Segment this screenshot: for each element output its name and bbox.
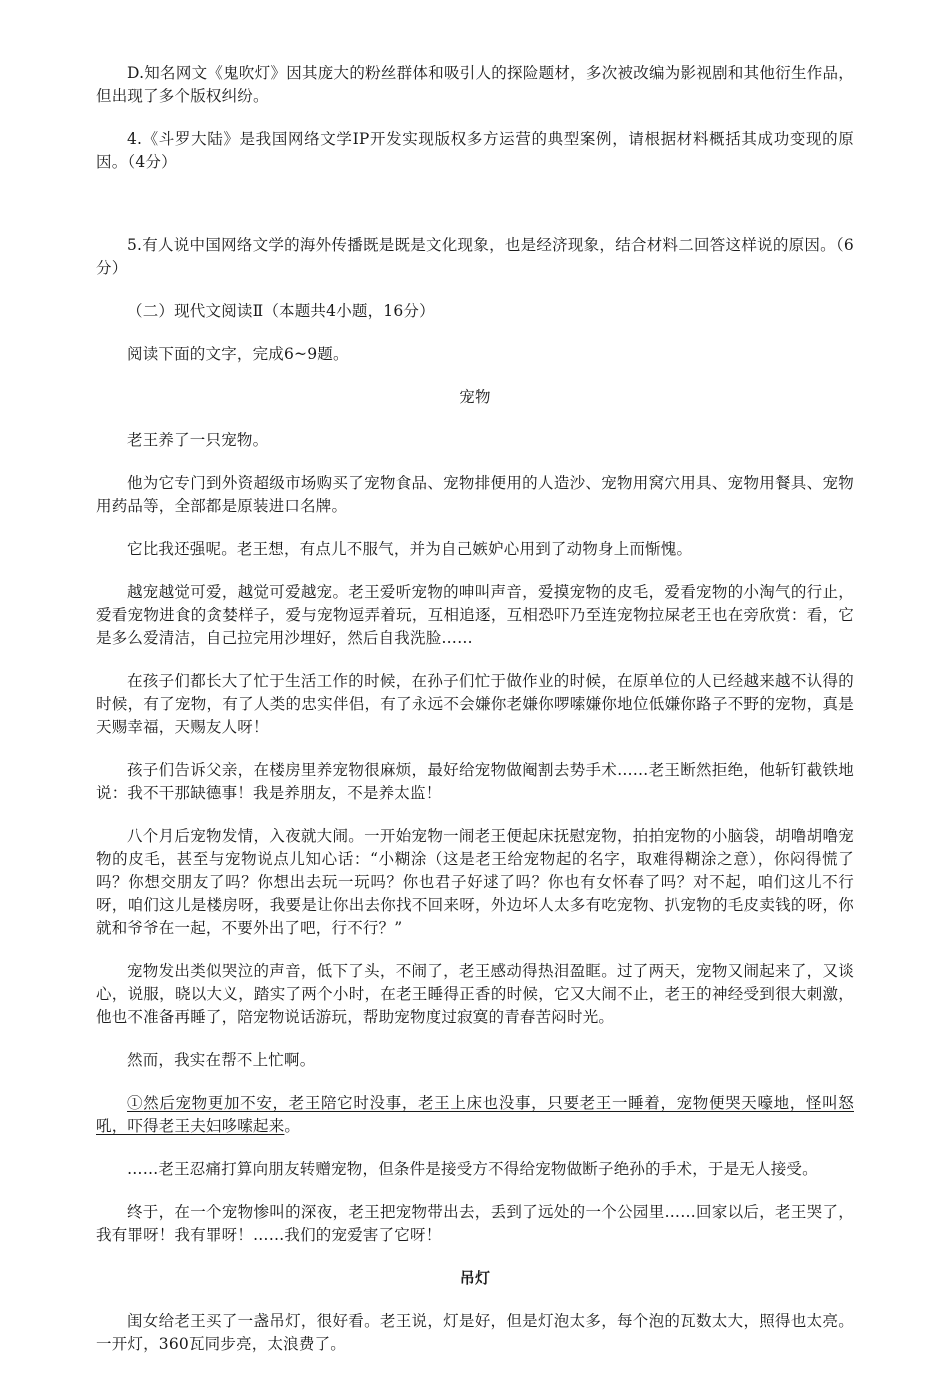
story-paragraph: 宠物发出类似哭泣的声音，低下了头，不闹了，老王感动得热泪盈眶。过了两天，宠物又闹起来了，又谈心，说服，晓以大义，踏实了两个小时，在老王睡得正香的时候，它又大闹不止，老王的神经受到很大刺激，他也不准备再睡了，陪宠物说话游玩，帮助宠物度过寂寞的青春苦闷时光。 (96, 962, 854, 1026)
story-paragraph: 老王养了一只宠物。 (127, 431, 269, 449)
story-paragraph: 他为它专门到外资超级市场购买了宠物食品、宠物排便用的人造沙、宠物用窝穴用具、宠物用餐具、宠物用药品等，全部都是原装进口名牌。 (96, 474, 854, 515)
option-d-paragraph: D.知名网文《鬼吹灯》因其庞大的粉丝群体和吸引人的探险题材，多次被改编为影视剧和其他衍生作品，但出现了多个版权纠纷。 (96, 64, 854, 105)
underlined-sentence: 然后宠物更加不安，老王陪它时没事，老王上床也没事，只要老王一睡着，宠物便哭天嚎地，怪叫怒吼，吓得老王夫妇哆嗦起来 (96, 1094, 854, 1135)
story-paragraph: 孩子们告诉父亲，在楼房里养宠物很麻烦，最好给宠物做阉割去势手术……老王断然拒绝，他斩钉截铁地说：我不干那缺德事！我是养朋友，不是养太监！ (96, 761, 854, 802)
sentence-marker: ① (127, 1094, 144, 1112)
document-page (96, 62, 854, 1376)
story-title-pet: 宠物 (459, 388, 491, 406)
story-paragraph: 闺女给老王买了一盏吊灯，很好看。老王说，灯是好，但是灯泡太多，每个泡的瓦数太大，照得也太亮。一开灯，360瓦同步亮，太浪费了。 (96, 1312, 854, 1353)
story-paragraph: 在孩子们都长大了忙于生活工作的时候，在孙子们忙于做作业的时候，在原单位的人已经越来越不认得的时候，有了宠物，有了人类的忠实伴侣，有了永远不会嫌你老嫌你啰嗦嫌你地位低嫌你路子不野的宠物，真是天赐幸福，天赐友人呀！ (96, 672, 854, 736)
question-4: 4.《斗罗大陆》是我国网络文学IP开发实现版权多方运营的典型案例，请根据材料概括其成功变现的原因。（4分） (96, 130, 854, 171)
story-paragraph: 越宠越觉可爱，越觉可爱越宠。老王爱听宠物的呻叫声音，爱摸宠物的皮毛，爱看宠物的小淘气的行止，爱看宠物进食的贪婪样子，爱与宠物逗弄着玩，互相追逐，互相恐吓乃至连宠物拉屎老王也在旁欣赏：看，它是多么爱清洁，自己拉完用沙埋好，然后自我洗脸…… (96, 583, 854, 647)
section-heading: （二）现代文阅读Ⅱ（本题共4小题，16分） (127, 302, 435, 320)
story-paragraph: 它比我还强呢。老王想，有点儿不服气，并为自己嫉妒心用到了动物身上而惭愧。 (127, 540, 693, 558)
sentence-end: 。 (284, 1117, 301, 1135)
story-paragraph: 然而，我实在帮不上忙啊。 (127, 1051, 316, 1069)
reading-instruction: 阅读下面的文字，完成6~9题。 (127, 345, 349, 363)
underlined-paragraph (96, 1092, 854, 1138)
story-paragraph: 终于，在一个宠物惨叫的深夜，老王把宠物带出去，丢到了远处的一个公园里……回家以后，老王哭了，我有罪呀！我有罪呀！……我们的宠爱害了它呀！ (96, 1203, 854, 1244)
story-paragraph: 八个月后宠物发情，入夜就大闹。一开始宠物一闹老王便起床抚慰宠物，拍拍宠物的小脑袋，胡噜胡噜宠物的皮毛，甚至与宠物说点儿知心话：“小糊涂（这是老王给宠物起的名字，取难得糊涂之意），你闷得慌了吗？你想交朋友了吗？你想出去玩一玩吗？你也君子好逑了吗？你也有女怀春了吗？对不起，咱们这儿不行呀，咱们这儿是楼房呀，我要是让你出去你找不回来呀，外边坏人太多有吃宠物、扒宠物的毛皮卖钱的呀，你就和爷爷在一起，不要外出了吧，行不行？” (96, 827, 854, 937)
question-5: 5.有人说中国网络文学的海外传播既是既是文化现象，也是经济现象，结合材料二回答这样说的原因。（6分） (96, 236, 854, 277)
story-paragraph: ……老王忍痛打算向朋友转赠宠物，但条件是接受方不得给宠物做断子绝孙的手术，于是无人接受。 (127, 1160, 818, 1178)
story-title-lamp: 吊灯 (459, 1269, 491, 1287)
